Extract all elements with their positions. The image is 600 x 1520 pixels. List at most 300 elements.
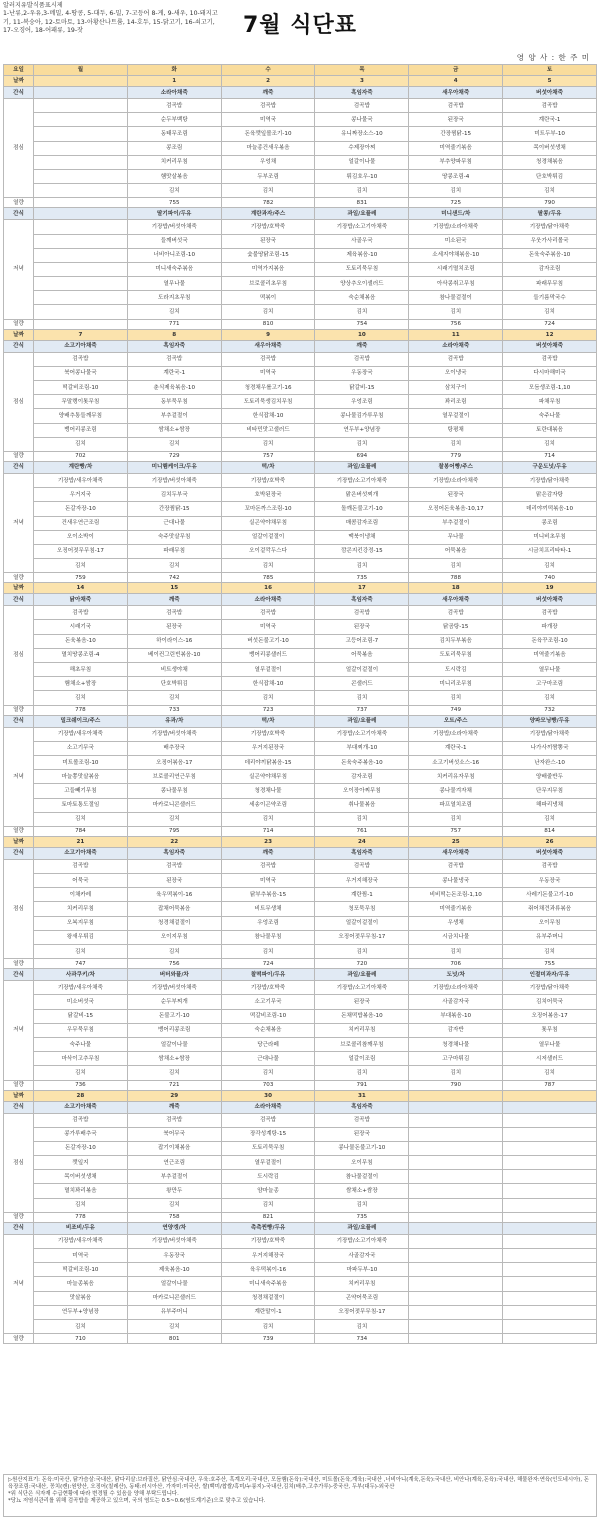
lunch-calorie-cell: 714 [503,451,597,461]
dinner-item-cell: 취나물볶음 [315,798,409,812]
dinner-calorie-row [4,1080,597,1090]
lunch-item-cell: 계란국-1 [503,113,597,127]
dinner-item-cell [409,1305,503,1319]
dinner-item-cell [409,1277,503,1291]
lunch-item-cell: 검곡밥 [409,99,503,113]
dinner-item-cell: 김치 [409,1066,503,1080]
dinner-item-cell: 김치 [221,559,315,573]
lunch-item-cell: 미니리조무침 [409,677,503,691]
dinner-item-cell: 계란말이-1 [221,1305,315,1319]
dinner-item-cell: 소고기버섯소스-16 [409,755,503,769]
lunch-item-cell [409,1156,503,1170]
dinner-item-row [4,981,597,995]
lunch-snack-cell: 버섯아채죽 [503,87,597,99]
lunch-item-row [4,691,597,705]
lunch-item-cell: 한식잡채-10 [221,677,315,691]
dinner-item-row [4,798,597,812]
lunch-calorie-row [4,198,597,208]
lunch-calorie-row [4,705,597,715]
dinner-label: 저녁 [4,473,34,572]
date-cell [503,1090,597,1101]
dinner-item-cell: 떡갈비조림-10 [221,1009,315,1023]
date-label: 날짜 [4,76,34,87]
dinner-snack-row [4,969,597,981]
date-cell: 15 [127,583,221,594]
dinner-item-cell [503,1234,597,1248]
lunch-item-cell: 미역국 [221,874,315,888]
lunch-item-cell: 미역국 [221,366,315,380]
dinner-item-row [4,305,597,319]
lunch-item-cell: 청경채볶음 [503,155,597,169]
dinner-item-cell: 마카로니콘샐러드 [127,798,221,812]
dinner-item-cell: 김치어묵국 [503,995,597,1009]
lunch-snack-cell: 소고기아채죽 [34,847,128,859]
lunch-item-cell: 콩가루배추국 [34,1127,128,1141]
dinner-calorie-cell: 736 [34,1080,128,1090]
lunch-calorie-cell: 725 [409,198,503,208]
lunch-snack-cell: 소라아채죽 [221,1101,315,1113]
date-cell: 25 [409,836,503,847]
dinner-item-cell: 꼬마돈까스조림-10 [221,502,315,516]
lunch-item-cell: 김치 [34,1198,128,1212]
dinner-item-cell: 기장밥/호박죽 [221,473,315,487]
lunch-item-cell: 쌈채소+쌈장 [127,423,221,437]
origin-note: ▷원산지표기: 돈육:미국산, 닭가슴살:국내산, 닭다리살:브라질산, 닭안심:국내산, 우육:호주산, 흑계오리:국내산, 모듬햄(돈육):국내산, 미트볼(돈육,계육):국내산 ,너비아니(계육,돈육):국내산, 비안나(계육,돈육):국내산, 해물완자:연육(인도네시아), 돈육장조림:국내산, 꽁치(캔):원양산, 오징어(칠레산), 동태:러시아산, 가자미:미국산, 쌀(백미/찹쌀/흑미/누룽지)-국내산,김치(배추,고추가루)-중국산, 두부(대두)-외국산 [8,1477,590,1490]
date-cell: 17 [315,583,409,594]
lunch-snack-cell: 새우아채죽 [409,87,503,99]
dinner-item-cell: 기장밥/닭아채죽 [503,220,597,234]
lunch-item-cell: 검곡밥 [34,859,128,873]
lunch-item-cell: 검곡밥 [221,99,315,113]
lunch-item-cell: 계란국-1 [127,366,221,380]
snack-label: 간식 [4,847,34,859]
lunch-item-row [4,648,597,662]
lunch-item-cell: 검곡밥 [221,606,315,620]
lunch-item-cell: 마늘종건새우볶음 [221,141,315,155]
dinner-snack-cell: 과일/요플레 [315,208,409,220]
lunch-item-cell: 미역줄기볶음 [409,902,503,916]
lunch-item-cell: 우거지해장국 [315,874,409,888]
dinner-item-cell: 맑은감자탕 [503,488,597,502]
dinner-snack-cell: 유과/차 [127,715,221,727]
dinner-item-cell: 도토리묵무침 [315,262,409,276]
lunch-snack-cell: 흑임자죽 [315,1101,409,1113]
weekday-header: 목 [315,65,409,76]
dinner-snack-cell: 찰봉어빵/주스 [409,461,503,473]
dinner-item-cell: 기장밥/소라아채죽 [409,473,503,487]
lunch-item-cell: 김치 [503,184,597,198]
lunch-item-cell: 미역줄기볶음 [409,141,503,155]
dinner-item-cell: 기장밥/닭아채죽 [503,473,597,487]
dinner-item-row [4,559,597,573]
lunch-item-cell: 검곡밥 [127,859,221,873]
lunch-snack-cell [34,87,128,99]
lunch-item-cell: 검곡밥 [34,606,128,620]
dinner-item-cell [409,1234,503,1248]
calorie-label: 열량 [4,826,34,836]
dinner-calorie-cell: 787 [503,1080,597,1090]
lunch-item-row [4,859,597,873]
dinner-item-cell: 김치 [409,305,503,319]
dinner-item-cell: 얼갈이조림 [315,1052,409,1066]
dinner-item-cell: 김치 [127,1319,221,1333]
dinner-item-cell: 난자완스-10 [503,755,597,769]
dinner-item-row [4,1291,597,1305]
lunch-item-cell: 닭곰탕-15 [409,620,503,634]
dinner-item-cell: 콩나물겨자채 [409,784,503,798]
lunch-item-cell: 순두부백탕 [127,113,221,127]
lunch-calorie-cell: 831 [315,198,409,208]
lunch-snack-cell: 버섯아채죽 [503,847,597,859]
dinner-item-cell [409,1319,503,1333]
lunch-item-cell: 열무겉절이 [221,663,315,677]
dinner-calorie-cell: 742 [127,573,221,583]
lunch-snack-cell: 소라아채죽 [127,87,221,99]
lunch-snack-cell: 흑임자죽 [315,594,409,606]
lunch-item-cell: 김치 [127,184,221,198]
lunch-item-row [4,141,597,155]
lunch-calorie-cell: 756 [127,959,221,969]
date-cell: 28 [34,1090,128,1101]
dinner-item-cell: 기장밥/호박죽 [221,727,315,741]
lunch-item-cell: 검곡밥 [503,99,597,113]
dinner-item-cell: 김치 [409,559,503,573]
date-cell: 26 [503,836,597,847]
lunch-item-row [4,606,597,620]
lunch-item-cell: 김치 [221,945,315,959]
dinner-item-cell: 소고기무국 [34,741,128,755]
dinner-item-cell: 양상추오이샐러드 [315,277,409,291]
lunch-item-cell: 간장찜닭-15 [409,127,503,141]
lunch-item-cell: 수제장아찌 [315,141,409,155]
dinner-snack-row [4,461,597,473]
dinner-item-cell [34,234,128,248]
dinner-item-row [4,502,597,516]
dinner-item-cell: 열무나물 [503,1037,597,1051]
lunch-calorie-cell: 778 [34,1212,128,1222]
lunch-item-cell [409,1170,503,1184]
dinner-calorie-cell: 784 [34,826,128,836]
lunch-item-cell: 부추겉절이 [127,409,221,423]
date-cell: 2 [221,76,315,87]
dinner-snack-cell: 떡/차 [221,461,315,473]
dinner-item-cell: 김치 [221,812,315,826]
lunch-item-cell: 왕새우튀김 [34,930,128,944]
lunch-item-cell: 해초무침 [34,663,128,677]
lunch-item-cell: 검곡밥 [503,606,597,620]
dinner-calorie-cell: 756 [409,319,503,329]
dinner-item-cell: 청경채나물 [221,784,315,798]
dinner-item-cell: 고들빼기무침 [34,784,128,798]
calorie-label: 열량 [4,198,34,208]
lunch-calorie-cell: 732 [503,705,597,715]
date-cell: 11 [409,329,503,340]
dinner-item-cell: 사골감자국 [409,995,503,1009]
dinner-calorie-row [4,1334,597,1344]
dinner-calorie-cell: 710 [34,1334,128,1344]
lunch-item-cell: 잡채어묵볶음 [127,902,221,916]
lunch-item-row [4,155,597,169]
lunch-item-cell: 떡갈비조림-10 [34,381,128,395]
dinner-item-cell: 기장밥/소고기아채죽 [315,1234,409,1248]
dinner-item-cell: 오징어젓무무침-17 [315,1305,409,1319]
dinner-item-cell: 실곤약야채무침 [221,516,315,530]
lunch-item-cell: 검곡밥 [315,606,409,620]
lunch-item-cell: 김치 [127,945,221,959]
lunch-item-cell: 한식잡채-10 [221,409,315,423]
lunch-calorie-cell: 747 [34,959,128,969]
lunch-item-cell: 깻잎지 [34,1156,128,1170]
snack-label: 간식 [4,87,34,99]
lunch-snack-cell: 깨죽 [221,847,315,859]
dinner-item-cell: 김치 [127,305,221,319]
lunch-item-row [4,945,597,959]
dinner-item-cell: 뱅어리콩조림 [127,1023,221,1037]
dinner-item-row [4,220,597,234]
dinner-item-cell: 청경채나물 [409,1037,503,1051]
dinner-item-row [4,1249,597,1263]
dinner-item-cell: 기장밥/호박죽 [221,1234,315,1248]
dinner-label: 저녁 [4,981,34,1080]
dinner-item-cell: 열무나물 [127,277,221,291]
dinner-item-cell [409,1263,503,1277]
lunch-item-cell: 미역줄기볶음 [503,648,597,662]
dinner-snack-cell: 과일/요플레 [315,969,409,981]
lunch-item-cell: 김치 [221,691,315,705]
lunch-item-cell: 시금치나물 [409,930,503,944]
lunch-item-cell: 두부조림 [221,169,315,183]
lunch-item-cell: 치커리무침 [127,155,221,169]
lunch-item-cell: 뱅어리콩샐러드 [221,648,315,662]
calorie-label: 열량 [4,451,34,461]
lunch-item-cell: 검곡밥 [315,1113,409,1127]
dinner-calorie-row [4,573,597,583]
dinner-item-cell: 연두부+양념장 [34,1305,128,1319]
lunch-item-cell: 쌈채소+쌈장 [315,1184,409,1198]
dinner-calorie-row [4,319,597,329]
lunch-item-row [4,1184,597,1198]
lunch-snack-cell: 새우아채죽 [409,594,503,606]
lunch-item-cell [409,1141,503,1155]
snack-label: 간식 [4,461,34,473]
dinner-item-cell: 미트볼조림-10 [34,755,128,769]
lunch-snack-row [4,1101,597,1113]
lunch-item-cell: 왕만두 [127,1184,221,1198]
lunch-item-cell [34,113,128,127]
lunch-item-cell: 김치 [221,437,315,451]
lunch-item-cell: 목이버섯생채 [503,141,597,155]
dinner-item-cell: 배추장국 [127,741,221,755]
page-header [0,0,600,62]
lunch-item-cell: 검곡밥 [127,606,221,620]
dinner-item-row [4,995,597,1009]
lunch-item-cell: 김치 [409,437,503,451]
lunch-snack-cell: 닭아채죽 [34,594,128,606]
lunch-item-cell: 김치 [315,945,409,959]
dinner-item-cell: 당근라페 [221,1037,315,1051]
lunch-item-row [4,366,597,380]
date-cell: 21 [34,836,128,847]
lunch-item-cell: 얼갈이겉절이 [315,916,409,930]
lunch-item-cell: 꽈리조림 [409,395,503,409]
lunch-item-row [4,1198,597,1212]
dinner-item-cell: 돈육숙주볶음-10 [315,755,409,769]
lunch-item-row [4,113,597,127]
date-cell: 18 [409,583,503,594]
lunch-item-cell: 돈육볶음-10 [34,634,128,648]
dinner-item-cell: 기장밥/새우아채죽 [34,727,128,741]
lunch-item-cell: 김치 [221,1198,315,1212]
dinner-item-cell: 김치 [221,1319,315,1333]
lunch-item-cell: 우생채 [409,916,503,930]
dinner-item-row [4,1277,597,1291]
lunch-item-cell: 쥐어채견과류볶음 [503,902,597,916]
lunch-calorie-cell: 790 [503,198,597,208]
lunch-item-row [4,888,597,902]
dinner-item-cell: 닭갈비-15 [34,1009,128,1023]
dinner-item-cell: 아삭콩취고무침 [409,277,503,291]
diet-note: *당뇨 저염식관리를 위해 검곡밥을 제공하고 있으며, 국의 염도는 0.5~0.6(염도계기준)으로 맞추고 있습니다. [8,1498,266,1504]
dinner-calorie-cell: 734 [315,1334,409,1344]
dinner-item-cell: 숯불땅닭조림-15 [221,248,315,262]
lunch-snack-cell: 소고기아채죽 [34,340,128,352]
dinner-item-cell: 우거지국 [34,488,128,502]
dinner-item-cell [503,1291,597,1305]
lunch-item-cell [34,127,128,141]
dinner-item-cell: 된장국 [409,488,503,502]
lunch-item-row [4,874,597,888]
dinner-snack-cell: 계란과자/주스 [221,208,315,220]
lunch-item-cell: 뱅어리콩조림 [34,423,128,437]
lunch-item-cell: 고구마조림 [503,677,597,691]
lunch-item-cell: 튀김호우-10 [315,169,409,183]
dinner-item-cell: 돈채떡밥볶음-10 [315,1009,409,1023]
dinner-item-cell: 기장밥/소고기아채죽 [315,220,409,234]
dinner-label: 저녁 [4,220,34,319]
dinner-item-cell: 호박된장국 [221,488,315,502]
lunch-item-cell: 김치 [34,945,128,959]
lunch-item-cell: 김치 [409,691,503,705]
dinner-item-cell: 돌깨돈불고기-10 [315,502,409,516]
lunch-item-cell: 김치 [503,691,597,705]
lunch-snack-cell: 깨죽 [127,594,221,606]
lunch-item-cell: 무말랭이톳무침 [34,395,128,409]
dinner-snack-cell: 미니샌드/차 [409,208,503,220]
date-cell: 7 [34,329,128,340]
dinner-item-row [4,727,597,741]
dinner-label: 저녁 [4,727,34,826]
dinner-item-cell: 근대나물 [127,516,221,530]
dinner-item-cell: 청경채겉절이 [221,1291,315,1305]
dinner-item-cell: 김치두부국 [127,488,221,502]
dinner-item-row [4,1263,597,1277]
dinner-item-cell: 기장밥/새우아채죽 [34,981,128,995]
dinner-item-cell: 부대볶음-10 [409,1009,503,1023]
lunch-item-cell: 김치 [315,184,409,198]
dinner-snack-cell: 사과쿠키/차 [34,969,128,981]
date-cell: 4 [409,76,503,87]
lunch-item-cell [34,155,128,169]
dinner-item-cell: 맑은버섯찌개 [315,488,409,502]
lunch-calorie-cell: 733 [127,705,221,715]
lunch-item-cell: 열무겉절이 [409,409,503,423]
lunch-item-cell: 우엉조림 [315,395,409,409]
dinner-item-cell: 김치 [503,812,597,826]
dinner-item-cell: 데리야끼떡볶음-10 [503,502,597,516]
dinner-item-cell: 우동장국 [127,1249,221,1263]
dinner-item-cell: 미역가지볶음 [221,262,315,276]
lunch-item-cell: 북어콩나물국 [34,366,128,380]
dinner-item-cell: 고구마튀김 [409,1052,503,1066]
dinner-item-row [4,488,597,502]
page-title: 7월 식단표 [243,13,357,38]
date-cell: 12 [503,329,597,340]
lunch-item-cell: 우동장국 [503,874,597,888]
lunch-snack-cell: 깨죽 [127,1101,221,1113]
dinner-item-cell: 오징어돈육볶음-10,17 [409,502,503,516]
date-cell: 10 [315,329,409,340]
dinner-item-row [4,1066,597,1080]
lunch-item-cell: 얼갈이나물 [315,155,409,169]
lunch-calorie-cell: 706 [409,959,503,969]
lunch-item-cell: 도시락김 [409,663,503,677]
dinner-item-cell: 기장밥/버섯아채죽 [127,981,221,995]
lunch-label: 점심 [4,99,34,198]
lunch-item-cell: 된장국 [315,1127,409,1141]
dinner-item-cell [409,1291,503,1305]
dinner-calorie-cell: 739 [221,1334,315,1344]
dinner-item-cell: 들기름막국수 [503,291,597,305]
weekday-header: 화 [127,65,221,76]
dinner-item-cell [34,248,128,262]
lunch-item-cell [503,1184,597,1198]
dinner-snack-cell [409,1222,503,1234]
dinner-item-cell: 기장밥/버섯아채죽 [127,1234,221,1248]
lunch-item-cell: 청경채우롤고기-16 [221,381,315,395]
lunch-item-cell: 땅콩조림-4 [409,169,503,183]
dinner-item-cell: 제육볶음-10 [127,1263,221,1277]
date-row [4,836,597,847]
dinner-item-cell: 맛살볶음 [34,1291,128,1305]
lunch-snack-cell: 흑임자죽 [315,847,409,859]
lunch-item-cell: 유부주머니 [503,930,597,944]
dinner-item-cell: 마삭이고추무침 [34,1052,128,1066]
lunch-item-cell: 도토리묵무침 [221,1141,315,1155]
lunch-snack-cell: 소고기아채죽 [34,1101,128,1113]
weekday-header: 요일 [4,65,34,76]
dinner-item-cell: 오이소박이 [34,530,128,544]
dinner-item-row [4,1234,597,1248]
date-row [4,329,597,340]
lunch-item-cell: 검곡밥 [409,352,503,366]
lunch-item-cell: 단호박튀김 [503,169,597,183]
lunch-label: 점심 [4,859,34,958]
dinner-snack-cell: 계란빵/차 [34,461,128,473]
date-cell: 14 [34,583,128,594]
date-label: 날짜 [4,329,34,340]
lunch-item-cell: 도토리묵생김치무침 [221,395,315,409]
dinner-snack-cell: 떡/차 [221,715,315,727]
dinner-item-cell: 돈갈자장-10 [34,502,128,516]
lunch-label: 점심 [4,1113,34,1212]
meal-table [3,64,597,1344]
lunch-item-row [4,99,597,113]
lunch-item-cell: 햄맛살볶음 [127,169,221,183]
lunch-item-cell: 시래기국 [34,620,128,634]
dinner-item-cell: 순두부찌개 [127,995,221,1009]
lunch-item-cell: 김치 [409,945,503,959]
lunch-item-row [4,127,597,141]
